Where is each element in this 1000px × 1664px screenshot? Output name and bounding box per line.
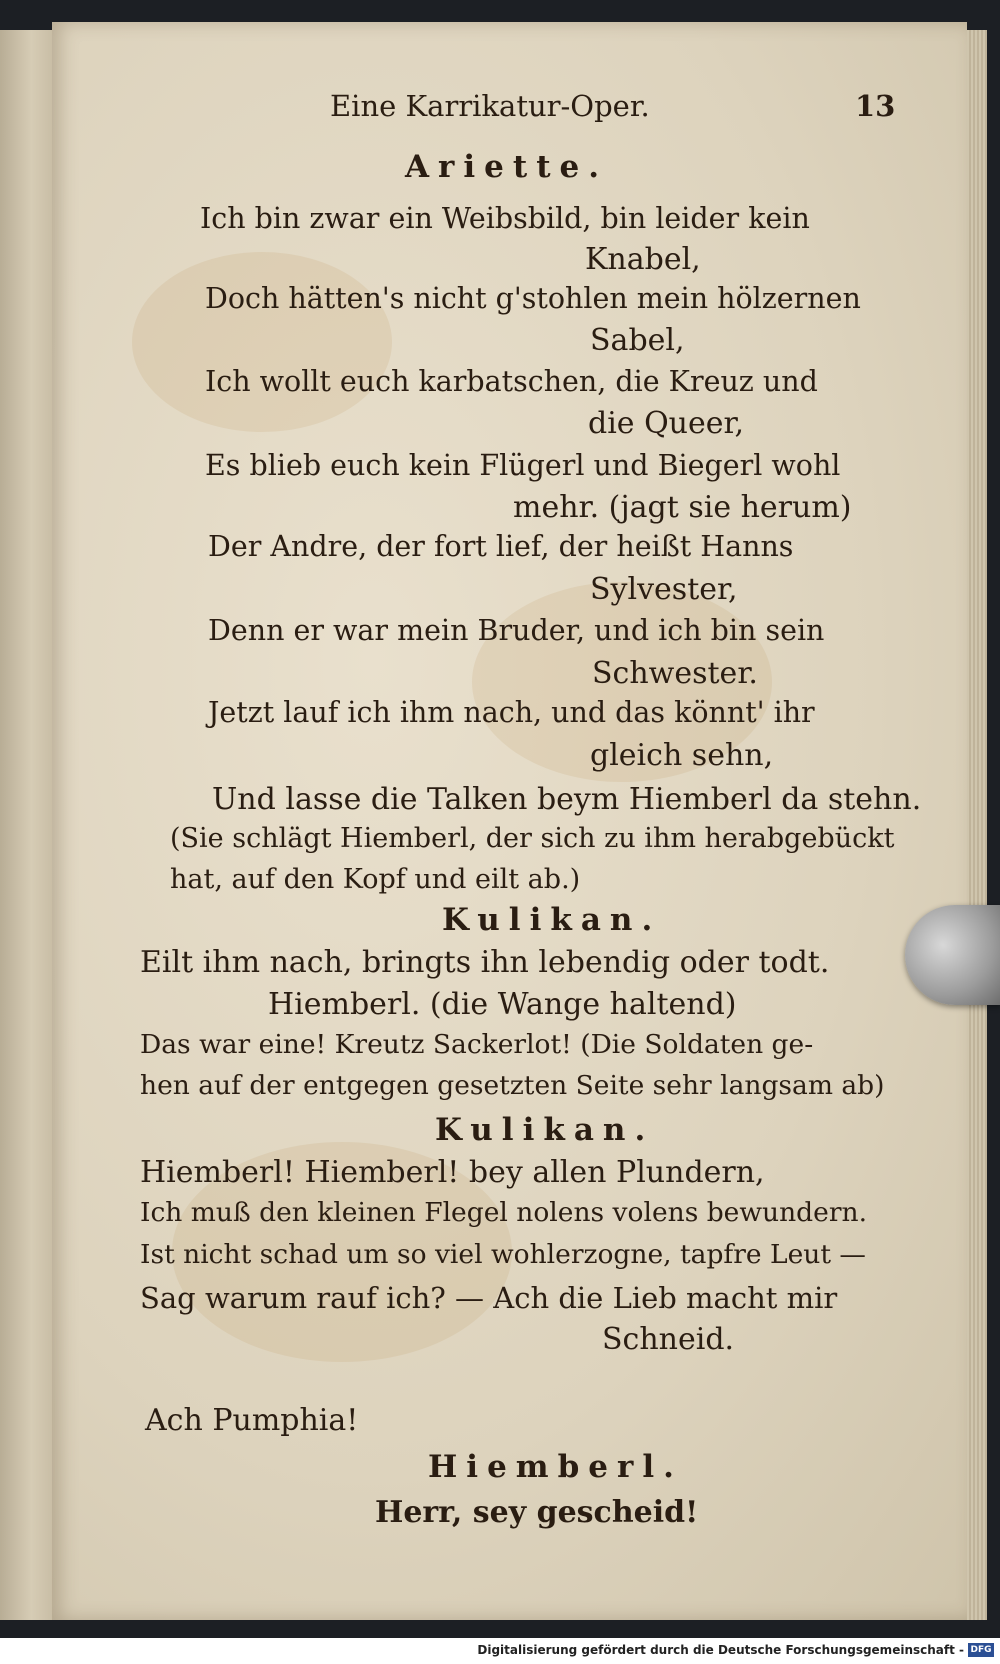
verse-continuation: die Queer, [588, 406, 745, 441]
verse-line: Und lasse die Talken beym Hiemberl da stehn. [212, 782, 922, 817]
speaker-heading-with-direction: Hiemberl. (die Wange haltend) [268, 987, 737, 1022]
verse-continuation: Knabel, [585, 242, 701, 277]
page-number: 13 [855, 89, 896, 123]
verse-line: Ich muß den kleinen Flegel nolens volens bewundern. [140, 1197, 867, 1228]
dialogue-line: Herr, sey gescheid! [375, 1495, 699, 1530]
speaker-heading: Kulikan. [435, 1112, 655, 1148]
verse-continuation: Schneid. [602, 1322, 735, 1357]
verse-line: Ist nicht schad um so viel wohlerzogne, tapfre Leut — [140, 1239, 866, 1270]
verse-line: Jetzt lauf ich ihm nach, und das könnt' ihr [208, 696, 815, 729]
verse-continuation: mehr. (jagt sie herum) [513, 490, 852, 525]
facing-page-edge [0, 30, 52, 1620]
running-header: Eine Karrikatur-Oper. [330, 89, 650, 123]
speaker-heading: Hiemberl. [428, 1449, 683, 1485]
stage-direction: (Sie schlägt Hiemberl, der sich zu ihm herabgebückt [170, 823, 895, 854]
verse-line: Sag warum rauf ich? — Ach die Lieb macht mir [140, 1281, 838, 1315]
verse-line: Ich bin zwar ein Weibsbild, bin leider kein [200, 202, 810, 235]
verse-line: Ich wollt euch karbatschen, die Kreuz und [205, 365, 818, 398]
dialogue-line: Eilt ihm nach, bringts ihn lebendig oder todt. [140, 945, 830, 980]
verse-continuation: gleich sehn, [590, 738, 774, 773]
page-edge-stack [967, 30, 987, 1620]
digitization-footer [0, 1638, 1000, 1664]
verse-continuation: Schwester. [592, 656, 758, 691]
stage-direction: hen auf der entgegen gesetzten Seite sehr langsam ab) [140, 1070, 885, 1101]
verse-line: Doch hätten's nicht g'stohlen mein hölzernen [205, 282, 861, 315]
verse-line: Der Andre, der fort lief, der heißt Hanns [208, 530, 794, 563]
dfg-logo: DFG [968, 1643, 994, 1657]
speaker-heading: Ariette. [405, 149, 609, 185]
dialogue-line: Das war eine! Kreutz Sackerlot! (Die Soldaten ge- [140, 1029, 814, 1060]
verse-continuation: Sylvester, [590, 572, 738, 607]
verse-line: Hiemberl! Hiemberl! bey allen Plundern, [140, 1155, 765, 1190]
stage-direction: hat, auf den Kopf und eilt ab.) [170, 864, 581, 895]
paper-stain [132, 252, 392, 432]
verse-continuation: Sabel, [590, 323, 685, 358]
speaker-heading: Kulikan. [442, 902, 662, 938]
book-page [52, 22, 967, 1620]
verse-line: Denn er war mein Bruder, und ich bin sein [208, 614, 825, 647]
funding-credit: Digitalisierung gefördert durch die Deutsche Forschungsgemeinschaft - [477, 1643, 964, 1657]
verse-line: Es blieb euch kein Flügerl und Biegerl wohl [205, 449, 841, 482]
page-clip [905, 905, 1000, 1005]
dialogue-line: Ach Pumphia! [145, 1403, 359, 1438]
